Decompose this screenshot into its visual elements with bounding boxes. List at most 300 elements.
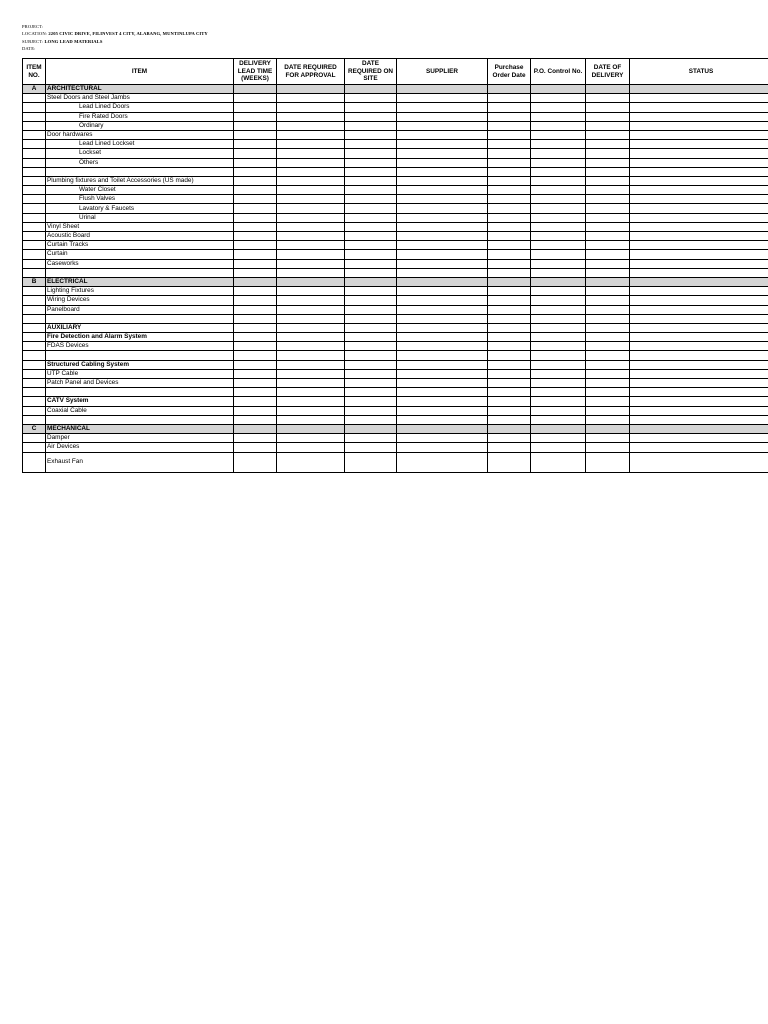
date-approval-cell [277,424,345,433]
supplier-cell [397,213,488,222]
item-cell: Wiring Devices [46,296,234,305]
table-row [23,195,768,204]
location-value: 2205 CIVIC DRIVE, FILINVEST 4 CITY, ALABANG, MUNTINLUPA CITY [48,31,208,37]
date-site-cell [345,241,397,250]
delivery-date-cell [586,259,630,268]
date-site-cell [345,195,397,204]
item-no-cell: B [23,277,46,286]
delivery-date-cell [586,204,630,213]
po-control-cell [531,323,586,332]
delivery-date-cell [586,434,630,443]
status-cell [630,268,768,277]
status-cell [630,94,768,103]
date-approval-cell [277,195,345,204]
date-site-cell [345,369,397,378]
subheading-row [23,397,768,406]
po-control-cell [531,360,586,369]
po-control-cell [531,112,586,121]
po-control-cell [531,167,586,176]
po-control-cell [531,130,586,139]
status-cell [630,121,768,130]
table-row [23,112,768,121]
table-row [23,222,768,231]
delivery-date-cell [586,369,630,378]
table-row [23,176,768,185]
po-date-cell [488,287,531,296]
status-cell [630,388,768,397]
supplier-cell [397,379,488,388]
lead-time-cell [234,213,277,222]
po-control-cell [531,213,586,222]
status-cell [630,222,768,231]
column-header-lead-time: DELIVERY LEAD TIME (WEEKS) [234,59,277,85]
po-date-cell [488,434,531,443]
po-control-cell [531,434,586,443]
po-control-cell [531,305,586,314]
table-row [23,94,768,103]
item-no-cell [23,149,46,158]
item-cell [46,415,234,424]
po-control-cell [531,287,586,296]
lead-time-cell [234,241,277,250]
item-no-cell: C [23,424,46,433]
supplier-cell [397,259,488,268]
date-approval-cell [277,305,345,314]
po-date-cell [488,167,531,176]
item-cell: Panelboard [46,305,234,314]
supplier-cell [397,158,488,167]
po-control-cell [531,85,586,94]
item-no-cell [23,94,46,103]
date-site-cell [345,167,397,176]
date-approval-cell [277,379,345,388]
date-site-cell [345,121,397,130]
po-control-cell [531,103,586,112]
date-approval-cell [277,323,345,332]
delivery-date-cell [586,94,630,103]
po-control-cell [531,406,586,415]
po-date-cell [488,360,531,369]
date-site-cell [345,415,397,424]
supplier-cell [397,149,488,158]
table-row [23,158,768,167]
po-date-cell [488,333,531,342]
po-date-cell [488,268,531,277]
status-cell [630,232,768,241]
status-cell [630,112,768,121]
table-row [23,342,768,351]
po-date-cell [488,397,531,406]
po-date-cell [488,103,531,112]
po-date-cell [488,379,531,388]
table-row [23,241,768,250]
column-header-item: ITEM [46,59,234,85]
item-no-cell [23,342,46,351]
lead-time-cell [234,140,277,149]
item-cell: Vinyl Sheet [46,222,234,231]
item-cell: Coaxial Cable [46,406,234,415]
po-date-cell [488,388,531,397]
item-cell: Lavatory & Faucets [46,204,234,213]
date-site-cell [345,443,397,452]
delivery-date-cell [586,406,630,415]
table-body [23,85,768,473]
lead-time-cell [234,342,277,351]
table-row [23,434,768,443]
date-site-cell [345,103,397,112]
item-no-cell [23,305,46,314]
po-control-cell [531,296,586,305]
delivery-date-cell [586,112,630,121]
delivery-date-cell [586,167,630,176]
status-cell [630,360,768,369]
lead-time-cell [234,434,277,443]
lead-time-cell [234,296,277,305]
table-row [23,121,768,130]
date-site-cell [345,222,397,231]
date-site-cell [345,397,397,406]
status-cell [630,424,768,433]
status-cell [630,176,768,185]
table-row [23,250,768,259]
item-no-cell [23,323,46,332]
table-row [23,213,768,222]
lead-time-cell [234,452,277,472]
po-date-cell [488,443,531,452]
po-control-cell [531,140,586,149]
date-site-cell [345,296,397,305]
po-control-cell [531,351,586,360]
table-row [23,130,768,139]
lead-time-cell [234,232,277,241]
lead-time-cell [234,85,277,94]
lead-time-cell [234,424,277,433]
date-site-cell [345,259,397,268]
column-header-status: STATUS [630,59,768,85]
supplier-cell [397,250,488,259]
item-cell: Fire Rated Doors [46,112,234,121]
supplier-cell [397,369,488,378]
date-approval-cell [277,213,345,222]
delivery-date-cell [586,140,630,149]
lead-time-cell [234,406,277,415]
item-no-cell [23,452,46,472]
subject-value: LONG LEAD MATERIALS [44,38,103,44]
blank-row [23,167,768,176]
item-cell: Air Devices [46,443,234,452]
supplier-cell [397,415,488,424]
item-no-cell [23,360,46,369]
po-date-cell [488,85,531,94]
lead-time-cell [234,94,277,103]
item-no-cell [23,333,46,342]
delivery-date-cell [586,296,630,305]
delivery-date-cell [586,121,630,130]
supplier-cell [397,452,488,472]
item-cell: UTP Cable [46,369,234,378]
status-cell [630,186,768,195]
status-cell [630,85,768,94]
po-date-cell [488,158,531,167]
po-control-cell [531,424,586,433]
date-site-cell [345,351,397,360]
date-approval-cell [277,241,345,250]
item-cell: Structured Cabling System [46,360,234,369]
table-row [23,259,768,268]
delivery-date-cell [586,250,630,259]
date-site-cell [345,94,397,103]
delivery-date-cell [586,424,630,433]
item-cell: Steel Doors and Steel Jambs [46,94,234,103]
po-date-cell [488,250,531,259]
date-approval-cell [277,85,345,94]
date-approval-cell [277,222,345,231]
item-cell [46,351,234,360]
delivery-date-cell [586,333,630,342]
po-date-cell [488,351,531,360]
po-control-cell [531,94,586,103]
date-site-cell [345,305,397,314]
section-row [23,424,768,433]
supplier-cell [397,277,488,286]
item-cell: Damper [46,434,234,443]
item-cell: Patch Panel and Devices [46,379,234,388]
subject-line [22,38,208,45]
item-no-cell [23,397,46,406]
item-no-cell [23,434,46,443]
item-no-cell [23,351,46,360]
item-no-cell [23,259,46,268]
date-approval-cell [277,351,345,360]
po-date-cell [488,204,531,213]
supplier-cell [397,388,488,397]
project-label: PROJECT: [22,24,44,29]
date-line [22,45,208,52]
status-cell [630,379,768,388]
po-date-cell [488,186,531,195]
lead-time-cell [234,222,277,231]
status-cell [630,140,768,149]
item-no-cell [23,369,46,378]
po-control-cell [531,333,586,342]
date-site-cell [345,333,397,342]
blank-row [23,388,768,397]
po-date-cell [488,241,531,250]
po-date-cell [488,222,531,231]
column-header-date-approval: DATE REQUIRED FOR APPROVAL [277,59,345,85]
supplier-cell [397,94,488,103]
item-no-cell [23,296,46,305]
delivery-date-cell [586,103,630,112]
item-cell: Door hardwares [46,130,234,139]
item-cell: Lead Lined Doors [46,103,234,112]
date-approval-cell [277,287,345,296]
po-date-cell [488,149,531,158]
po-control-cell [531,250,586,259]
table-row [23,452,768,472]
subject-label: SUBJECT: [22,38,44,44]
date-site-cell [345,406,397,415]
item-no-cell [23,112,46,121]
item-cell: FDAS Devices [46,342,234,351]
po-date-cell [488,277,531,286]
supplier-cell [397,305,488,314]
item-no-cell [23,406,46,415]
supplier-cell [397,112,488,121]
blank-row [23,351,768,360]
delivery-date-cell [586,186,630,195]
project-line [22,23,208,30]
date-site-cell [345,213,397,222]
po-date-cell [488,342,531,351]
lead-time-cell [234,314,277,323]
po-control-cell [531,369,586,378]
section-row [23,277,768,286]
item-cell: Caseworks [46,259,234,268]
table-row [23,296,768,305]
item-no-cell: A [23,85,46,94]
supplier-cell [397,323,488,332]
supplier-cell [397,195,488,204]
lead-time-cell [234,103,277,112]
delivery-date-cell [586,158,630,167]
item-cell [46,388,234,397]
column-header-date-site: DATE REQUIRED ON SITE [345,59,397,85]
item-cell: Curtain Tracks [46,241,234,250]
supplier-cell [397,314,488,323]
lead-time-cell [234,397,277,406]
supplier-cell [397,342,488,351]
supplier-cell [397,397,488,406]
supplier-cell [397,287,488,296]
lead-time-cell [234,130,277,139]
date-site-cell [345,130,397,139]
status-cell [630,149,768,158]
date-site-cell [345,314,397,323]
date-approval-cell [277,369,345,378]
status-cell [630,351,768,360]
supplier-cell [397,176,488,185]
delivery-date-cell [586,360,630,369]
status-cell [630,314,768,323]
po-control-cell [531,222,586,231]
po-date-cell [488,112,531,121]
status-cell [630,333,768,342]
po-date-cell [488,406,531,415]
delivery-date-cell [586,287,630,296]
item-no-cell [23,250,46,259]
date-approval-cell [277,342,345,351]
lead-time-cell [234,305,277,314]
lead-time-cell [234,277,277,286]
po-control-cell [531,121,586,130]
status-cell [630,305,768,314]
item-no-cell [23,379,46,388]
item-cell: MECHANICAL [46,424,234,433]
lead-time-cell [234,250,277,259]
item-no-cell [23,103,46,112]
po-date-cell [488,296,531,305]
item-cell: Water Closet [46,186,234,195]
po-date-cell [488,452,531,472]
location-label: LOCATION: [22,31,48,37]
date-site-cell [345,424,397,433]
supplier-cell [397,268,488,277]
item-no-cell [23,241,46,250]
status-cell [630,213,768,222]
delivery-date-cell [586,268,630,277]
supplier-cell [397,232,488,241]
delivery-date-cell [586,277,630,286]
date-approval-cell [277,268,345,277]
po-control-cell [531,149,586,158]
status-cell [630,397,768,406]
delivery-date-cell [586,342,630,351]
lead-time-cell [234,158,277,167]
status-cell [630,369,768,378]
date-site-cell [345,176,397,185]
date-site-cell [345,434,397,443]
supplier-cell [397,296,488,305]
po-control-cell [531,186,586,195]
status-cell [630,250,768,259]
date-approval-cell [277,259,345,268]
item-cell: Lighting Fixtures [46,287,234,296]
po-control-cell [531,204,586,213]
item-cell: AUXILIARY [46,323,234,332]
table-row [23,204,768,213]
item-cell: Fire Detection and Alarm System [46,333,234,342]
lead-time-cell [234,369,277,378]
supplier-cell [397,167,488,176]
supplier-cell [397,241,488,250]
delivery-date-cell [586,222,630,231]
date-site-cell [345,204,397,213]
item-no-cell [23,388,46,397]
lead-time-cell [234,388,277,397]
supplier-cell [397,333,488,342]
item-cell [46,268,234,277]
delivery-date-cell [586,241,630,250]
item-cell: Acoustic Board [46,232,234,241]
column-header-item-no: ITEM NO. [23,59,46,85]
date-approval-cell [277,452,345,472]
table-row [23,379,768,388]
status-cell [630,287,768,296]
supplier-cell [397,204,488,213]
item-no-cell [23,186,46,195]
date-label: DATE: [22,46,36,52]
delivery-date-cell [586,305,630,314]
date-approval-cell [277,333,345,342]
table-row [23,186,768,195]
po-control-cell [531,268,586,277]
date-site-cell [345,388,397,397]
status-cell [630,342,768,351]
lead-time-cell [234,176,277,185]
po-control-cell [531,397,586,406]
lead-time-cell [234,259,277,268]
item-cell: Curtain [46,250,234,259]
item-no-cell [23,415,46,424]
date-approval-cell [277,103,345,112]
long-lead-materials-table [22,58,768,473]
po-control-cell [531,277,586,286]
lead-time-cell [234,333,277,342]
date-approval-cell [277,397,345,406]
supplier-cell [397,85,488,94]
date-approval-cell [277,130,345,139]
